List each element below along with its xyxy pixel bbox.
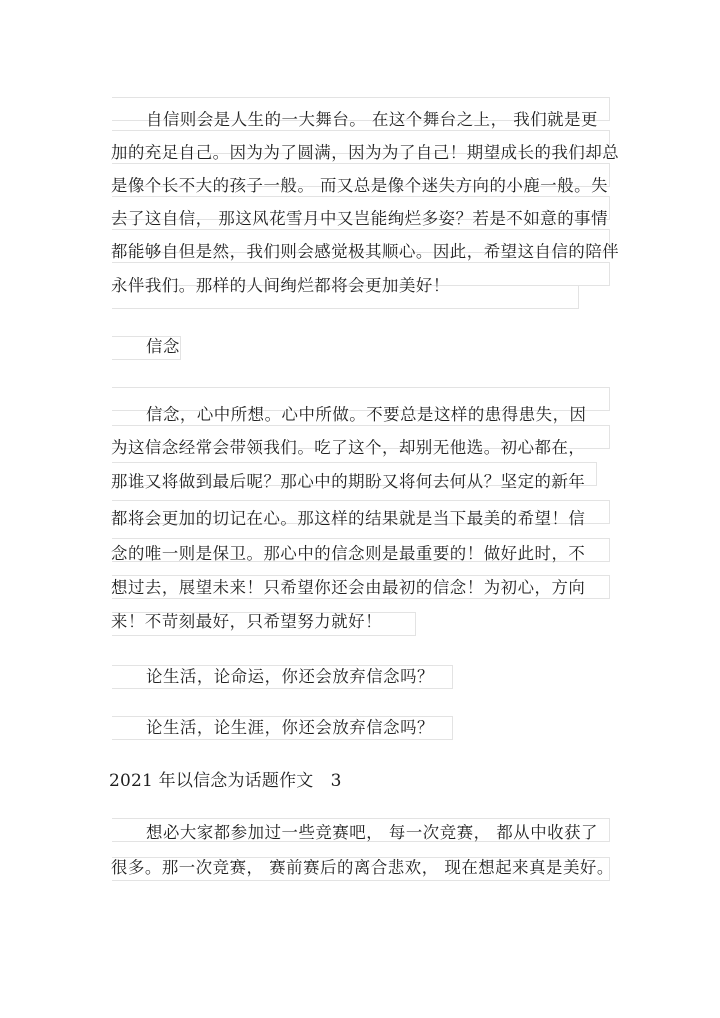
- paragraph-line: 是像个长不大的孩子一般。 而又总是像个迷失方向的小鹿一般。失: [111, 176, 609, 195]
- paragraph-line: 信念，心中所想。心中所做。不要总是这样的患得患失，因: [146, 405, 587, 424]
- paragraph-line: 念的唯一则是保卫。那心中的信念则是最重要的！做好此时，不: [111, 544, 586, 563]
- paragraph-line: 想必大家都参加过一些竞赛吧， 每一次竞赛， 都从中收获了: [146, 823, 598, 842]
- paragraph-line: 加的充足自己。因为为了圆满，因为为了自己！期望成长的我们却总: [111, 143, 620, 162]
- paragraph-line: 都能够自但是然，我们则会感觉极其顺心。因此，希望这自信的陪伴: [111, 242, 620, 261]
- paragraph-line: 永伴我们。那样的人间绚烂都将会更加美好！: [111, 276, 450, 295]
- paragraph-line: 很多。那一次竞赛， 赛前赛后的离合悲欢， 现在想起来真是美好。: [111, 858, 614, 877]
- question-line: 论生活，论命运，你还会放弃信念吗？: [146, 667, 434, 686]
- paragraph-line: 自信则会是人生的一大舞台。 在这个舞台之上， 我们就是更: [146, 110, 598, 129]
- paragraph-line: 想过去，展望未来！只希望你还会由最初的信念！为初心，方向: [111, 578, 586, 597]
- question-line: 论生活，论生涯，你还会放弃信念吗？: [146, 718, 434, 737]
- paragraph-line: 那谁又将做到最后呢？那心中的期盼又将何去何从？坚定的新年: [111, 472, 586, 491]
- paragraph-line: 来！不苛刻最好，只希望努力就好！: [111, 612, 383, 631]
- paragraph-line: 为这信念经常会带领我们。吃了这个，却别无他选。初心都在，: [111, 438, 586, 457]
- paragraph-line: 都将会更加的切记在心。那这样的结果就是当下最美的希望！信: [111, 509, 586, 528]
- essay-heading: 2021 年以信念为话题作文 3: [109, 771, 342, 791]
- paragraph-line: 去了这自信， 那这风花雪月中又岂能绚烂多姿？若是不如意的事情: [111, 209, 609, 228]
- section-subheading: 信念: [146, 337, 180, 356]
